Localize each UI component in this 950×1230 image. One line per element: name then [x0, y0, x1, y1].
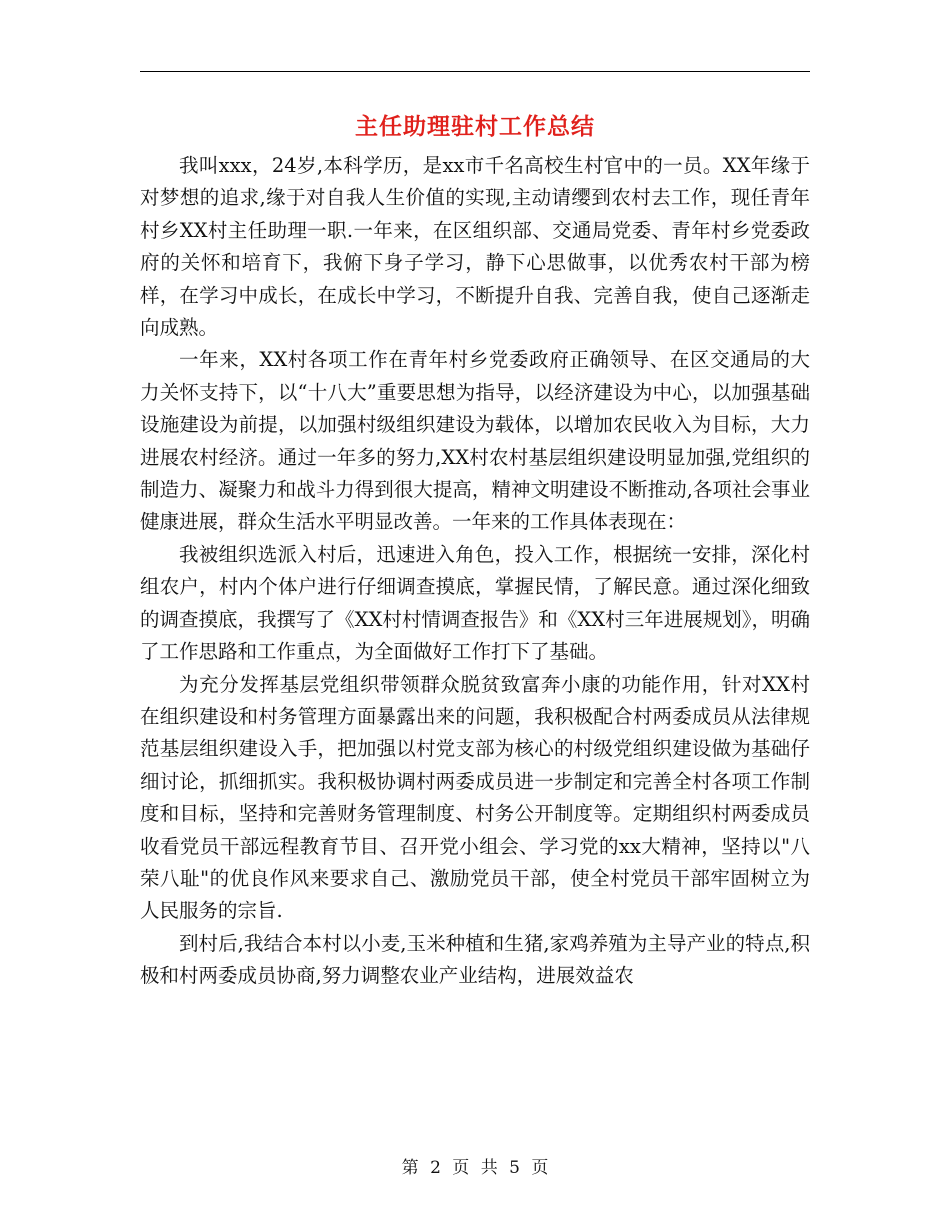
- paragraph-industry: 到村后,我结合本村以小麦,玉米种植和生猪,家鸡养殖为主导产业的特点,积极和村两委成员协商,努力调整农业产业结构，进展效益农: [140, 931, 810, 988]
- paragraph-investigation: 我被组织选派入村后，迅速进入角色，投入工作，根据统一安排，深化村组农户，村内个体户进行仔细调查摸底，掌握民情，了解民意。通过深化细致的调查摸底，我撰写了《XX村村情调查报告》和《XX村三年进展规划》，明确了工作思路和工作重点，为全面做好工作打下了基础。: [140, 542, 810, 664]
- document-body: [140, 150, 810, 993]
- paragraph-party-building: 为充分发挥基层党组织带领群众脱贫致富奔小康的功能作用，针对XX村在组织建设和村务管理方面暴露出来的问题，我积极配合村两委成员从法律规范基层组织建设入手，把加强以村党支部为核心的村级党组织建设做为基础仔细讨论，抓细抓实。我积极协调村两委成员进一步制定和完善全村各项工作制度和目标，坚持和完善财务管理制度、村务公开制度等。定期组织村两委成员收看党员干部远程教育节目、召开党小组会、学习党的xx大精神，坚持以"八荣八耻"的优良作风来要求自己、激励党员干部，使全村党员干部牢固树立为人民服务的宗旨.: [140, 672, 810, 923]
- document-title: 主任助理驻村工作总结: [355, 113, 595, 140]
- paragraph-intro: 我叫xxx，24岁,本科学历，是xx市千名高校生村官中的一员。XX年缘于对梦想的追求,缘于对自我人生价值的实现,主动请缨到农村去工作，现任青年村乡XX村主任助理一职.一年来，在区组织部、交通局党委、青年村乡党委政府的关怀和培育下，我俯下身子学习，静下心思做事，以优秀农村干部为榜样，在学习中成长，在成长中学习，不断提升自我、完善自我，使自己逐渐走向成熟。: [140, 154, 810, 340]
- page-number: 第 2 页 共 5 页: [401, 1158, 549, 1178]
- paragraph-year-overview: 一年来，XX村各项工作在青年村乡党委政府正确领导、在区交通局的大力关怀支持下，以“十八大”重要思想为指导，以经济建设为中心，以加强基础设施建设为前提，以加强村级组织建设为载体，以增加农民收入为目标，大力进展农村经济。通过一年多的努力,XX村农村基层组织建设明显加强,党组织的制造力、凝聚力和战斗力得到很大提高，精神文明建设不断推动,各项社会事业健康进展，群众生活水平明显改善。一年来的工作具体表现在：: [140, 348, 810, 534]
- header-rule: [140, 71, 810, 72]
